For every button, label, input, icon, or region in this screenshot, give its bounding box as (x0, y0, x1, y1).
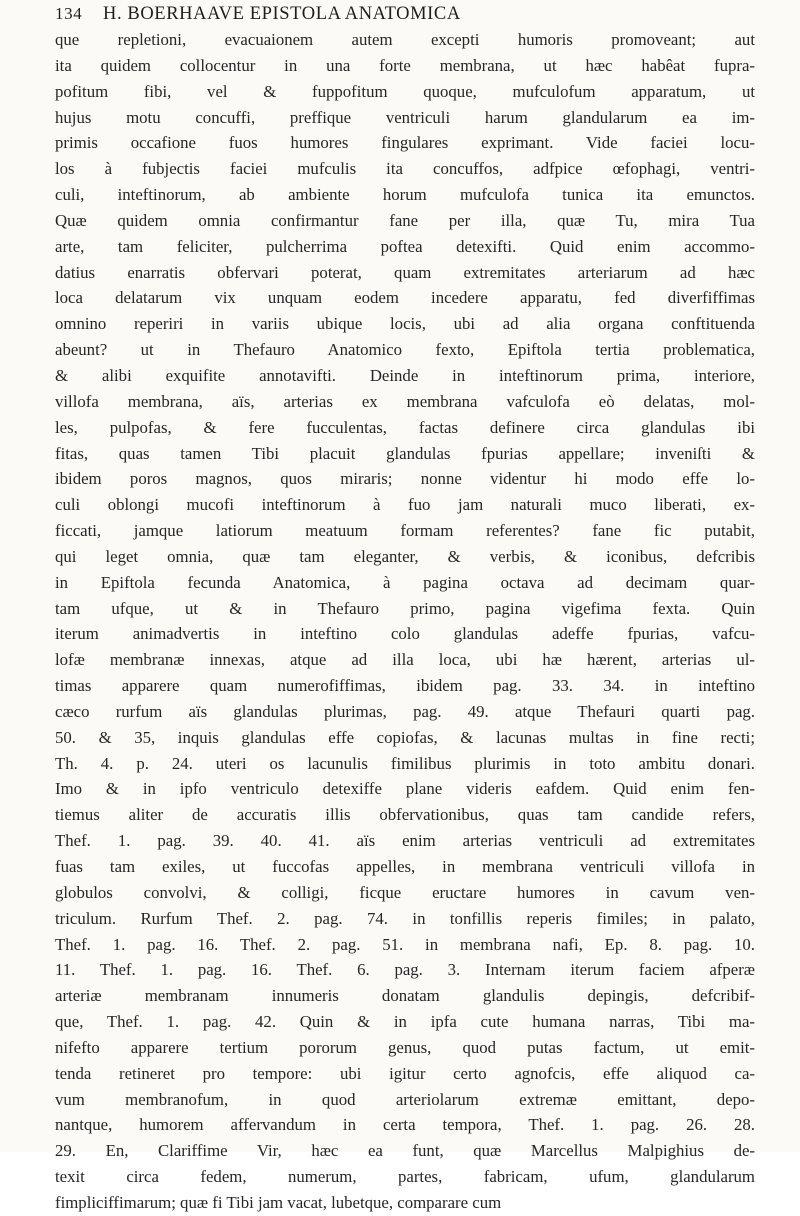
text-line: loca delatarum vix unquam eodem incedere apparatu, fed diverfiffimas (55, 288, 755, 308)
text-line: abeunt? ut in Thefauro Anatomico fexto, Epiftola tertia problematica, (55, 340, 755, 360)
text-line: fitas, quas tamen Tibi placuit glandulas fpurias appellare; inveniſti & (55, 443, 755, 463)
text-line: nifefto apparere tertium pororum genus, quod putas factum, ut emit- (55, 1037, 755, 1057)
text-line: nantque, humorem affervandum in certa tempora, Thef. 1. pag. 26. 28. (55, 1115, 755, 1135)
text-line: que repletioni, evacuaionem autem excepti humoris promoveant; aut (55, 30, 755, 49)
text-line: culi, inteftinorum, ab ambiente horum mufculofa tunica ita emunctos. (55, 185, 755, 205)
text-line: los à fubjectis faciei mufculis ita concuffos, adfpice œfophagi, ventri- (55, 159, 755, 179)
text-line: 29. En, Clariffime Vir, hæc ea funt, quæ Marcellus Malpighius de- (55, 1141, 755, 1161)
text-line: & alibi exquifite annotavifti. Deinde in inteftinorum prima, interiore, (55, 365, 755, 385)
text-line: culi oblongi mucofi inteftinorum à fuo jam naturali muco liberati, ex- (55, 495, 755, 515)
text-line: Thef. 1. pag. 16. Thef. 2. pag. 51. in membrana nafi, Ep. 8. pag. 10. (55, 934, 755, 954)
body-text (55, 27, 755, 1216)
text-line: tenda retineret pro tempore: ubi igitur certo agnofcis, effe aliquod ca- (55, 1063, 755, 1083)
text-line: lofæ membranæ innexas, atque ad illa loca, ubi hæ hærent, arterias ul- (55, 650, 755, 670)
text-line: datius enarratis obfervari poterat, quam extremitates arteriarum ad hæc (55, 262, 755, 282)
text-line: omnino reperiri in variis ubique locis, ubi ad alia organa conftituenda (55, 314, 755, 334)
text-line: vum membranofum, in quod arteriolarum extremæ emittant, depo- (55, 1089, 755, 1109)
text-line: villofa membrana, aïs, arterias ex membrana vafculofa eò delatas, mol- (55, 391, 755, 411)
page-number: 134 (55, 4, 83, 23)
text-line: triculum. Rurfum Thef. 2. pag. 74. in tonfillis reperis fimiles; in palato, (55, 908, 755, 928)
text-line: Th. 4. p. 24. uteri os lacunulis fimilibus plurimis in toto ambitu donari. (55, 753, 755, 773)
text-line: que, Thef. 1. pag. 42. Quin & in ipfa cute humana narras, Tibi ma- (55, 1012, 755, 1032)
text-line: fimpliciffimarum; quæ fi Tibi jam vacat, lubetque, comparare cum (55, 1192, 502, 1212)
text-line: hujus motu concuffi, preffique ventriculi harum glandularum ea im- (55, 107, 755, 127)
text-line: les, pulpofas, & fere fucculentas, factas definere circa glandulas ibi (55, 417, 755, 437)
text-line: ibidem poros magnos, quos miraris; nonne videntur hi modo effe lo- (55, 469, 755, 489)
page-header (55, 4, 755, 26)
running-title: H. BOERHAAVE EPISTOLA ANATOMICA (103, 4, 461, 24)
text-line: fuas tam exiles, ut fuccofas appelles, in membrana ventriculi villofa in (55, 857, 755, 876)
text-line: Quæ quidem omnia confirmantur fane per illa, quæ Tu, mira Tua (55, 210, 755, 230)
text-line: 50. & 35, inquis glandulas effe copiofas, & lacunas multas in fine recti; (55, 727, 755, 747)
text-line: tam ufque, ut & in Thefauro primo, pagina vigefima fexta. Quin (55, 598, 755, 618)
text-line: globulos convolvi, & colligi, ficque eructare humores in cavum ven- (55, 882, 755, 902)
text-line: iterum animadvertis in inteftino colo glandulas adeffe fpurias, vafcu- (55, 624, 755, 644)
text-line: in Epiftola fecunda Anatomica, à pagina octava ad decimam quar- (55, 572, 755, 592)
text-line: ficcati, jamque latiorum meatuum formam referentes? fane fic putabit, (55, 521, 755, 541)
text-line: Imo & in ipfo ventriculo detexiffe plane videris eafdem. Quid enim fen- (55, 779, 755, 799)
text-line: 11. Thef. 1. pag. 16. Thef. 6. pag. 3. Internam iterum faciem afperæ (55, 960, 755, 980)
text-line: ita quidem collocentur in una forte membrana, ut hæc habêat fupra- (55, 55, 755, 75)
text-line: tiemus aliter de accuratis illis obfervationibus, quas tam candide refers, (55, 805, 755, 825)
text-line: texit circa fedem, numerum, partes, fabricam, ufum, glandularum (55, 1167, 755, 1187)
text-line: Thef. 1. pag. 39. 40. 41. aïs enim arterias ventriculi ad extremitates (55, 831, 755, 851)
text-line: pofitum fibi, vel & fuppofitum quoque, mufculofum apparatum, ut (55, 81, 755, 101)
text-line: cæco rurfum aïs glandulas plurimas, pag. 49. atque Thefauri quarti pag. (55, 701, 755, 721)
text-line: arte, tam feliciter, pulcherrima poftea detexifti. Quid enim accommo- (55, 236, 755, 256)
text-line: timas apparere quam numerofiffimas, ibidem pag. 33. 34. in inteftino (55, 676, 755, 696)
text-line: primis occafione fuos humores fingulares exprimant. Vide faciei locu- (55, 133, 755, 153)
text-line: arteriæ membranam innumeris donatam glandulis depingis, defcribif- (55, 986, 755, 1006)
text-line: qui leget omnia, quæ tam eleganter, & verbis, & iconibus, defcribis (55, 546, 755, 566)
